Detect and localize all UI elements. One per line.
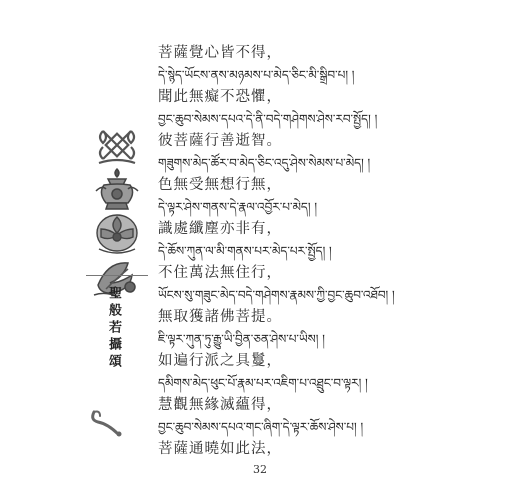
chinese-verse-line: 色無受無想行無， <box>158 177 282 193</box>
chinese-verse-line: 識處纖塵亦非有， <box>158 221 282 237</box>
chinese-verse-line: 如遍行派之具鬘， <box>158 353 282 369</box>
tibetan-verse-line: བྱང་ཆུབ་སེམས་དཔའ་གང་ཞིག་དེ་ལྟར་ཆོས་ཤེས་པ། ། <box>158 420 364 434</box>
endless-knot-icon <box>95 125 139 167</box>
tibetan-verse-line: དམིགས་མེད་ཕུང་པོ་རྣམ་པར་འཇིག་པ་འཐྲུང་བ་ལྟར། ། <box>158 376 368 390</box>
tibetan-verse-line: ཡོངས་སུ་གཟུང་མེད་བདེ་གཤེགས་རྣམས་ཀྱི་བྱང་ཆུབ་འཐོབ། ། <box>158 288 395 302</box>
chinese-verse-line: 不住萬法無住行， <box>158 265 282 281</box>
curled-scroll-icon <box>88 408 128 438</box>
chinese-verse-line: 聞此無癡不恐懼， <box>158 89 282 105</box>
tibetan-verse-line: དེ་ཆོས་ཀུན་ལ་མི་གནས་པར་མེད་པར་སྤྱོད། ། <box>158 244 332 258</box>
tibetan-verse-line: གཟུགས་མེད་ཚོར་བ་མེད་ཅིང་འདུ་ཤེས་སེམས་པ་མེད། ། <box>158 156 371 170</box>
tibetan-verse-line: ཇི་ལྟར་ཀུན་ཏུ་རྒྱུ་ཡི་བྱིན་ཅན་ཤེས་པ་ཡིས། ། <box>158 332 325 346</box>
ornate-vase-icon <box>92 167 142 211</box>
tibetan-verse-line: དེ་ལྟར་ཤེས་གནས་དེ་རྣལ་འབྱོར་པ་མེད། ། <box>158 200 318 214</box>
tibetan-verse-line: བྱང་ཆུབ་སེམས་དཔའ་དེ་ནི་བདེ་གཤེགས་ཤེས་རབ་སྤྱོད། ། <box>158 112 378 126</box>
chinese-verse-line: 菩薩通曉如此法， <box>158 441 282 457</box>
ornament-divider <box>86 275 148 276</box>
lotus-medallion-icon <box>91 211 143 255</box>
page-number: 32 <box>253 463 267 476</box>
tibetan-ornament-column <box>82 125 152 299</box>
chinese-verse-line: 彼菩薩行善逝智。 <box>158 133 282 149</box>
verse-block <box>158 42 488 460</box>
chinese-verse-line: 無取獲諸佛菩提。 <box>158 309 282 325</box>
chinese-verse-line: 菩薩覺心皆不得， <box>158 45 282 61</box>
tibetan-verse-line: དེ་སྙེད་ཡོངས་ནས་མཉམས་པ་མེད་ཅིང་མི་སྒྲིབ་པ། ། <box>158 68 355 82</box>
chinese-verse-line: 慧觀無緣滅蘊得， <box>158 397 282 413</box>
vertical-title: 聖般若攝頌 <box>106 286 121 371</box>
